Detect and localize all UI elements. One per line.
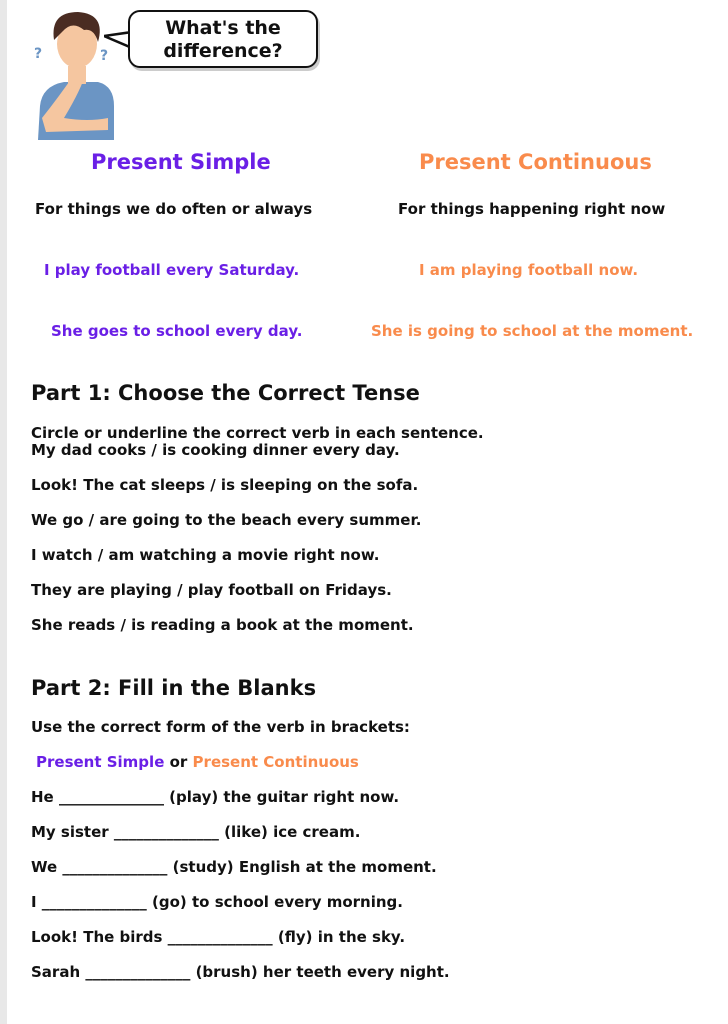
list-item: We ______________ (study) English at the moment.	[31, 858, 437, 876]
present-continuous-example: She is going to school at the moment.	[371, 322, 694, 340]
list-item: My sister ______________ (like) ice cream.	[31, 823, 361, 841]
part1-heading: Part 1: Choose the Correct Tense	[31, 381, 420, 405]
left-edge	[0, 0, 7, 1024]
speech-bubble	[128, 10, 318, 68]
svg-text:?: ?	[34, 46, 43, 62]
bubble-text: difference?	[163, 40, 283, 62]
option-present-continuous: Present Continuous	[192, 753, 359, 771]
list-item: She reads / is reading a book at the moment.	[31, 616, 414, 634]
present-simple-example: I play football every Saturday.	[44, 261, 300, 279]
thinking-boy-illustration	[28, 6, 120, 140]
list-item: Look! The birds ______________ (fly) in the sky.	[31, 928, 406, 946]
present-continuous-example: I am playing football now.	[419, 261, 639, 279]
present-simple-heading: Present Simple	[91, 150, 271, 174]
bubble-text: What's the	[165, 17, 281, 39]
present-continuous-definition: For things happening right now	[398, 200, 666, 218]
list-item: We go / are going to the beach every summer.	[31, 511, 422, 529]
option-present-simple: Present Simple	[36, 753, 165, 771]
tense-options	[36, 753, 359, 771]
part2-heading: Part 2: Fill in the Blanks	[31, 676, 317, 700]
present-simple-definition: For things we do often or always	[35, 200, 313, 218]
list-item: My dad cooks / is cooking dinner every day.	[31, 441, 400, 459]
part2-instruction: Use the correct form of the verb in brackets:	[31, 718, 410, 736]
list-item: Sarah ______________ (brush) her teeth every night.	[31, 963, 450, 981]
present-simple-example: She goes to school every day.	[51, 322, 303, 340]
svg-text:?: ?	[100, 48, 109, 64]
option-or: or	[169, 753, 188, 771]
list-item: I watch / am watching a movie right now.	[31, 546, 380, 564]
list-item: They are playing / play football on Fridays.	[31, 581, 392, 599]
list-item: Look! The cat sleeps / is sleeping on the sofa.	[31, 476, 419, 494]
part1-instruction: Circle or underline the correct verb in each sentence.	[31, 424, 484, 442]
list-item: I ______________ (go) to school every morning.	[31, 893, 403, 911]
present-continuous-heading: Present Continuous	[419, 150, 652, 174]
list-item: He ______________ (play) the guitar right now.	[31, 788, 400, 806]
